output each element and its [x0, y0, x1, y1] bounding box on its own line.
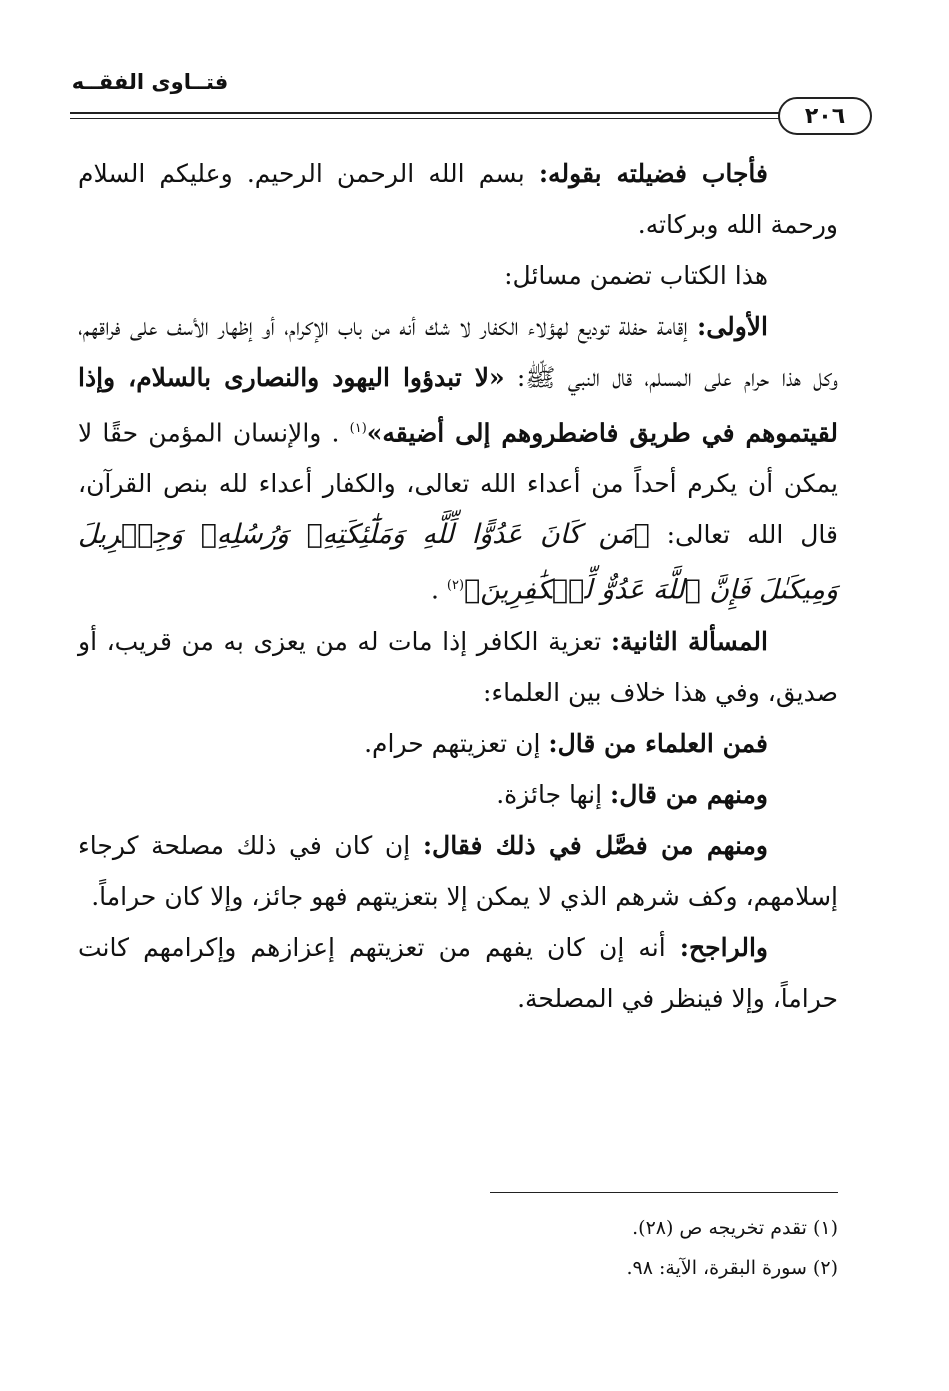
paragraph-lead: المسألة الثانية: [610, 626, 768, 656]
hadith-quote: «لا تبدؤوا اليهود والنصارى بالسلام، وإذا لقيتموهم في طريق فاضطروهم إلى أضيقه» [78, 363, 838, 448]
paragraph-text: . والإنسان المؤمن حقًا لا يمكن أن يكرم أحداً من أعداء الله تعالى، والكفار أعداء لله بنص القرآن، قال الله تعالى: [78, 418, 838, 550]
paragraph-text: بسم الله الرحمن الرحيم. وعليكم السلام ورحمة الله وبركاته. [78, 159, 838, 239]
quran-verse: ﴿مَن كَانَ عَدُوًّا لِّلَّهِ وَمَلَٰٓئِكَتِهِۦ وَرُسُلِهِۦ وَجِبۡرِيلَ وَمِيكَىٰلَ فَإِنَّ ٱللَّهَ عَدُوٌّ لِّلۡكَٰفِرِينَ﴾ [78, 519, 838, 606]
paragraph-text: إن تعزيتهم حرام. [364, 728, 549, 758]
paragraph-intro [78, 250, 838, 301]
header-rule-thin [70, 118, 782, 119]
paragraph-lead: ومنهم من فصَّل في ذلك فقال: [422, 830, 768, 860]
footnote-1: (١) تقدم تخريجه ص (٢٨). [632, 1217, 838, 1239]
paragraph-lead: فمن العلماء من قال: [548, 728, 768, 758]
paragraph-first-issue [78, 301, 838, 616]
footnote-separator [490, 1192, 838, 1193]
paragraph-answer [78, 148, 838, 250]
paragraph-text: إقامة حفلة توديع لهؤلاء الكفار لا شك أنه من باب الإكرام، أو إظهار الأسف على فراقهم، وكل هذا حرام على المسلم، قال النبي ﷺ: [78, 312, 839, 392]
header-rule [70, 112, 782, 114]
footnotes [78, 1208, 838, 1288]
paragraph-lead: ومنهم من قال: [610, 779, 768, 809]
paragraph-preferred [78, 922, 838, 1024]
paragraph-text: أنه إن كان يفهم من تعزيتهم إعزازهم وإكرامهم كانت حراماً، وإلا فينظر في المصلحة. [78, 932, 838, 1013]
paragraph-text: إن كان في ذلك مصلحة كرجاء إسلامهم، وكف شرهم الذي لا يمكن إلا بتعزيتهم فهو جائز، وإلا كان حراماً. [78, 830, 838, 911]
paragraph-opinion-2 [78, 769, 838, 820]
paragraph-second-issue [78, 616, 838, 718]
paragraph-lead: فأجاب فضيلته بقوله: [538, 159, 768, 188]
paragraph-opinion-1 [78, 718, 838, 769]
footnote-ref-1: (١) [349, 421, 367, 436]
paragraph-text: هذا الكتاب تضمن مسائل: [504, 261, 768, 290]
paragraph-text: تعزية الكافر إذا مات له من يعزى به من قريب، أو صديق، وفي هذا خلاف بين العلماء: [78, 626, 838, 707]
paragraph-text: . [430, 575, 447, 605]
page-number: ٢٠٦ [778, 97, 872, 135]
paragraph-lead: الأولى: [697, 312, 768, 341]
paragraph-opinion-3 [78, 820, 838, 922]
paragraph-lead: والراجح: [679, 932, 768, 962]
running-title: فتــاوى الفقــه [71, 70, 229, 94]
footnote-2: (٢) سورة البقرة، الآية: ٩٨. [626, 1257, 838, 1279]
paragraph-text: إنها جائزة. [496, 779, 611, 809]
footnote-ref-2: (٢) [446, 578, 465, 594]
main-text [78, 148, 838, 1024]
